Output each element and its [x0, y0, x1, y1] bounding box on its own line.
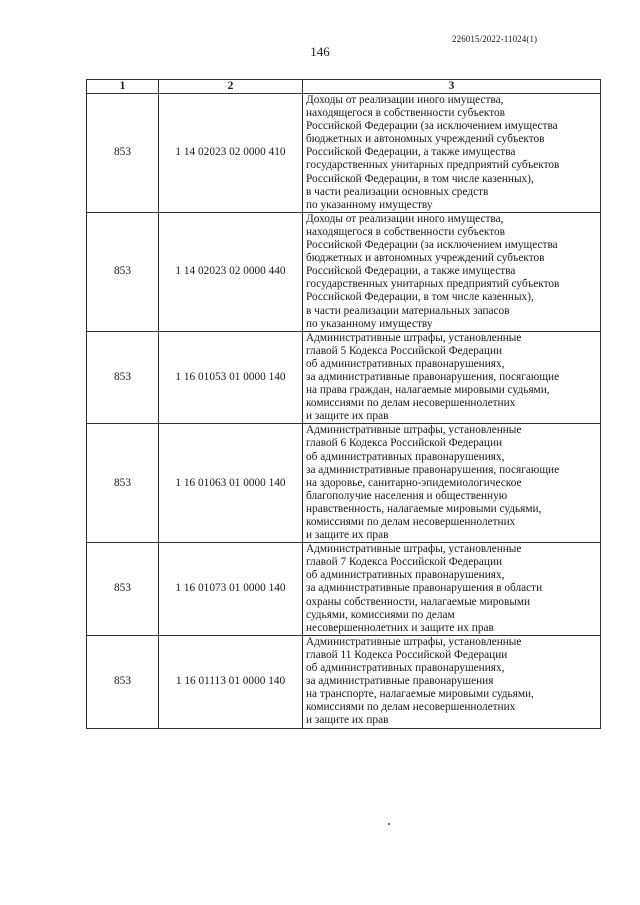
description-line: главой 11 Кодекса Российской Федерации [306, 648, 508, 661]
description-line: и защите их прав [306, 714, 389, 727]
description-line: за административные правонарушения в области [306, 582, 543, 595]
description-line: в части реализации материальных запасов [306, 304, 510, 317]
column-header-2: 2 [159, 80, 303, 94]
admin-code-cell: 853 [87, 331, 159, 424]
budget-classification-code-cell: 1 16 01113 01 0000 140 [159, 635, 303, 728]
description-line: об административных правонарушениях, [306, 569, 505, 582]
description-line: за административные правонарушения, посягающие [306, 463, 560, 476]
revenue-description-cell [303, 331, 601, 424]
table-row [87, 543, 601, 636]
description-line: об административных правонарушениях, [306, 450, 505, 463]
admin-code-cell: 853 [87, 424, 159, 543]
description-line: на здоровье, санитарно-эпидемиологическое [306, 476, 522, 489]
description-line: комиссиями по делам несовершеннолетних [306, 397, 516, 410]
description-line: Российской Федерации (за исключением имущества [306, 120, 558, 133]
admin-code-cell: 853 [87, 635, 159, 728]
scan-speck [388, 823, 390, 825]
table-row [87, 94, 601, 213]
description-line: об административных правонарушениях, [306, 357, 505, 370]
description-line: за административные правонарушения, посягающие [306, 370, 560, 383]
description-line: бюджетных и автономных учреждений субъектов [306, 133, 545, 146]
description-line: несовершеннолетних и защите их прав [306, 621, 494, 634]
budget-classification-code-cell: 1 14 02023 02 0000 440 [159, 212, 303, 331]
revenue-description-cell [303, 212, 601, 331]
description-line: главой 7 Кодекса Российской Федерации [306, 556, 503, 569]
table-row [87, 635, 601, 728]
revenue-description-cell [303, 424, 601, 543]
description-line: Российской Федерации, в том числе казенных), [306, 172, 534, 185]
description-line: Административные штрафы, установленные [306, 543, 522, 556]
revenue-description-cell [303, 94, 601, 213]
description-line: благополучие населения и общественную [306, 489, 508, 502]
description-line: Доходы от реализации иного имущества, [306, 212, 504, 225]
budget-classification-code-cell: 1 14 02023 02 0000 410 [159, 94, 303, 213]
description-line: Административные штрафы, установленные [306, 424, 522, 437]
description-line: находящегося в собственности субъектов [306, 107, 506, 120]
description-line: за административные правонарушения [306, 675, 494, 688]
budget-classification-code-cell: 1 16 01063 01 0000 140 [159, 424, 303, 543]
description-line: Административные штрафы, установленные [306, 635, 522, 648]
description-line: Российской Федерации, в том числе казенных), [306, 291, 534, 304]
revenue-description-cell [303, 635, 601, 728]
table-row [87, 212, 601, 331]
description-line: на права граждан, налагаемые мировыми судьями, [306, 384, 550, 397]
description-line: комиссиями по делам несовершеннолетних [306, 516, 516, 528]
document-number: 226015/2022-11024(1) [452, 34, 538, 44]
description-line: судьями, комиссиями по делам [306, 608, 455, 621]
description-line: государственных унитарных предприятий субъектов [306, 159, 560, 172]
description-line: об административных правонарушениях, [306, 662, 505, 675]
description-line: бюджетных и автономных учреждений субъектов [306, 252, 545, 265]
budget-revenue-table [86, 79, 601, 729]
description-line: охраны собственности, налагаемые мировыми [306, 595, 531, 608]
table-row [87, 424, 601, 543]
description-line: Российской Федерации (за исключением имущества [306, 239, 558, 252]
admin-code-cell: 853 [87, 543, 159, 636]
description-line: на транспорте, налагаемые мировыми судьями, [306, 688, 534, 701]
description-line: находящегося в собственности субъектов [306, 225, 506, 238]
budget-classification-code-cell: 1 16 01053 01 0000 140 [159, 331, 303, 424]
description-line: Доходы от реализации иного имущества, [306, 94, 504, 106]
budget-classification-code-cell: 1 16 01073 01 0000 140 [159, 543, 303, 636]
description-line: Российской Федерации, а также имущества [306, 146, 516, 159]
admin-code-cell: 853 [87, 212, 159, 331]
description-line: Административные штрафы, установленные [306, 331, 522, 344]
admin-code-cell: 853 [87, 94, 159, 213]
description-line: нравственность, налагаемые мировыми судьями, [306, 502, 542, 515]
description-line: по указанному имуществу [306, 198, 433, 211]
description-line: главой 6 Кодекса Российской Федерации [306, 437, 503, 450]
description-line: комиссиями по делам несовершеннолетних [306, 701, 516, 714]
column-header-3: 3 [303, 80, 601, 94]
description-line: главой 5 Кодекса Российской Федерации [306, 344, 503, 357]
description-line: в части реализации основных средств [306, 185, 489, 198]
column-header-1: 1 [87, 80, 159, 94]
description-line: государственных унитарных предприятий субъектов [306, 278, 560, 291]
table-header-row [87, 80, 601, 94]
description-line: по указанному имуществу [306, 317, 433, 330]
description-line: и защите их прав [306, 410, 389, 423]
description-line: и защите их прав [306, 529, 389, 542]
revenue-description-cell [303, 543, 601, 636]
page-number: 146 [310, 44, 330, 59]
description-line: Российской Федерации, а также имущества [306, 265, 516, 278]
table-row [87, 331, 601, 424]
